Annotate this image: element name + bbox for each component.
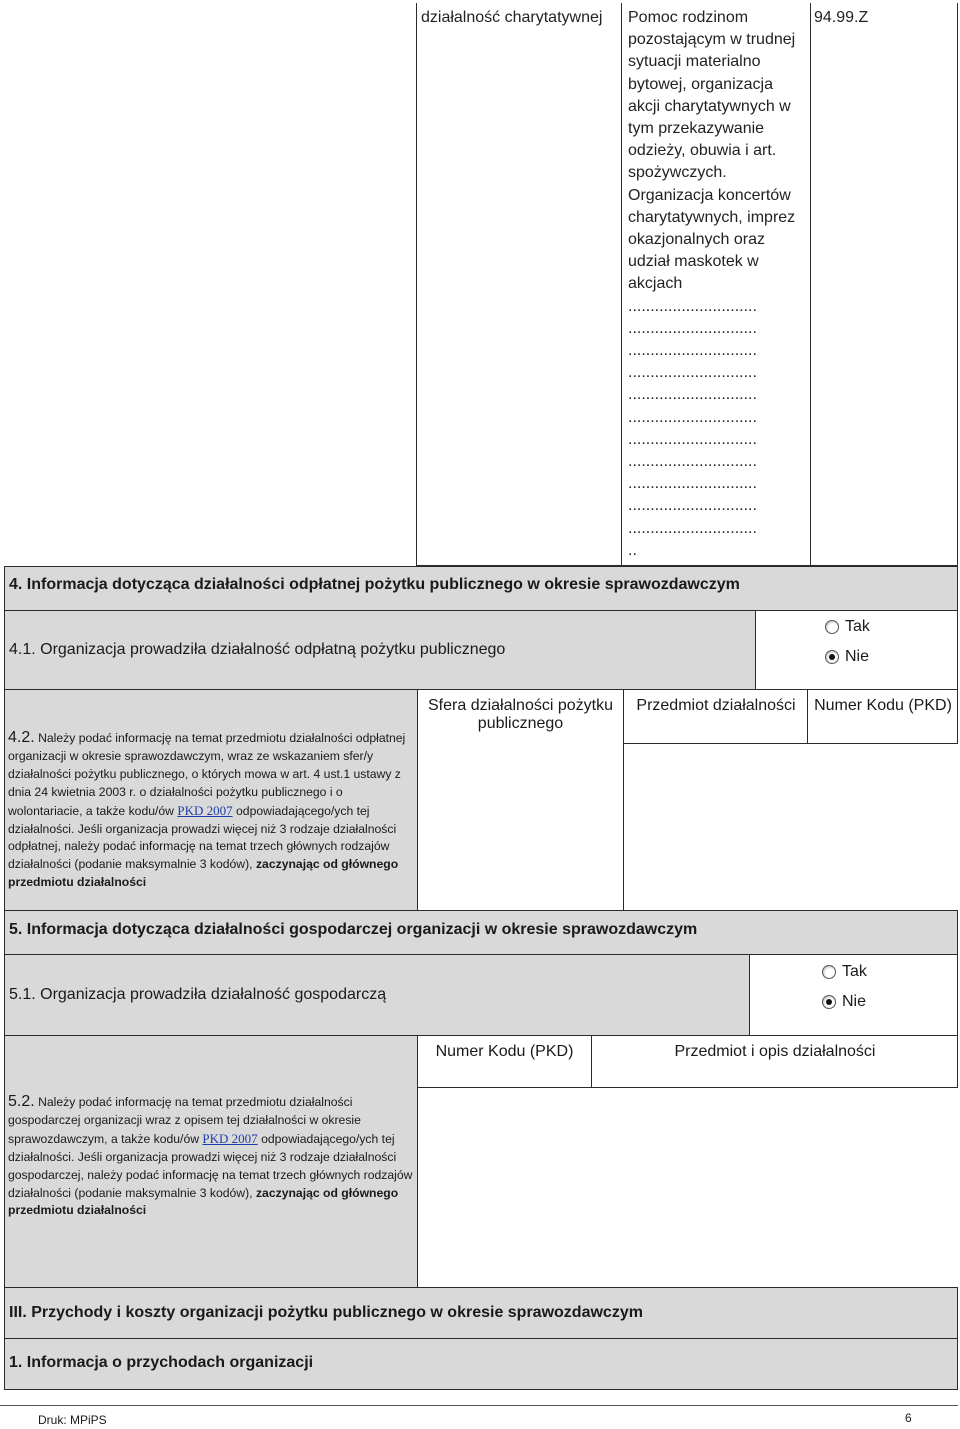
- q52-instructions: 5.2. Należy podać informację na temat przedmiotu działalności gospodarczej organizacji wraz z opisem tej działalności w okresie sprawozdawczym, a także kodu/ów PKD 2007 odpowiadającego/ych tej działalności. Jeśli organizacja prowadzi więcej niż 3 rodzaje działalności gospodarczej, należy podać informację na temat trzech głównych rodzajów działalności (podanie maksymalnie 3 kodów), zaczynając od głównego przedmiotu działalności: [8, 1093, 413, 1218]
- q42-col-kod: Numer Kodu (PKD): [814, 697, 952, 714]
- pkd-code: 94.99.Z: [814, 9, 869, 26]
- q51-option-nie[interactable]: Nie: [822, 987, 867, 1017]
- top-row-col1: [416, 3, 622, 566]
- radio-selected-icon: [822, 995, 836, 1009]
- radio-icon: [825, 620, 839, 634]
- q52-col-przedmiot: Przedmiot i opis działalności: [674, 1043, 876, 1060]
- section-iii-sub1: 1. Informacja o przychodach organizacji: [9, 1354, 314, 1371]
- q42-col-sfera: Sfera działalności pożytku publicznego: [428, 697, 613, 732]
- top-row-col3: [810, 3, 958, 566]
- q41-option-tak[interactable]: Tak: [825, 612, 870, 642]
- footer-print-label: Druk: MPiPS: [38, 1413, 107, 1427]
- pkd-2007-link[interactable]: PKD 2007: [177, 802, 233, 818]
- q51-radio-group: [822, 957, 867, 1017]
- section-iii-title: III. Przychody i koszty organizacji pożytku publicznego w okresie sprawozdawczym: [9, 1304, 643, 1321]
- footer-divider: [0, 1405, 958, 1406]
- pkd-2007-link[interactable]: PKD 2007: [202, 1130, 258, 1146]
- footer-page-number: 6: [905, 1411, 912, 1425]
- section-5-title: 5. Informacja dotycząca działalności gospodarczej organizacji w okresie sprawozdawczym: [9, 921, 698, 938]
- q41-radio-group: [825, 612, 870, 672]
- q51-label: 5.1. Organizacja prowadziła działalność gospodarczą: [9, 986, 387, 1003]
- q52-col-kod: Numer Kodu (PKD): [435, 1043, 574, 1060]
- q42-instructions: 4.2. Należy podać informację na temat przedmiotu działalności odpłatnej organizacji w okresie sprawozdawczym, wraz ze wskazaniem sfer/y działalności pożytku publicznego, o których mowa w art. 4 ust.1 ustawy z dnia 24 kwietnia 2003 r. o działalności pożytku publicznego i o wolontariacie, a także kodu/ów PKD 2007 odpowiadającego/ych tej działalności. Jeśli organizacja prowadzi więcej niż 3 rodzaje działalności odpłatnej, należy podać informację na temat trzech głównych rodzajów działalności (podanie maksymalnie 3 kodów), zaczynając od głównego przedmiotu działalności: [8, 729, 406, 890]
- q51-option-tak[interactable]: Tak: [822, 957, 867, 987]
- q41-option-nie[interactable]: Nie: [825, 642, 870, 672]
- q42-col-przedmiot: Przedmiot działalności: [636, 697, 796, 714]
- q41-label: 4.1. Organizacja prowadziła działalność odpłatną pożytku publicznego: [9, 641, 506, 658]
- section-4-title: 4. Informacja dotycząca działalności odpłatnej pożytku publicznego w okresie sprawozdawczym: [9, 576, 740, 593]
- radio-selected-icon: [825, 650, 839, 664]
- radio-icon: [822, 965, 836, 979]
- activity-sphere: działalność charytatywnej: [421, 9, 603, 26]
- activity-description: Pomoc rodzinom pozostającym w trudnej sytuacji materialno bytowej, organizacja akcji charytatywnych w tym przekazywanie odzieży, obuwia i art. spożywczych. Organizacja koncertów charytatywnych, imprez okazjonalnych oraz udział maskotek w akcjach ............................. ............................. ............................. ............................. ............................. ............................. ............................. ............................. ............................. ............................. ............................. ..: [628, 9, 796, 559]
